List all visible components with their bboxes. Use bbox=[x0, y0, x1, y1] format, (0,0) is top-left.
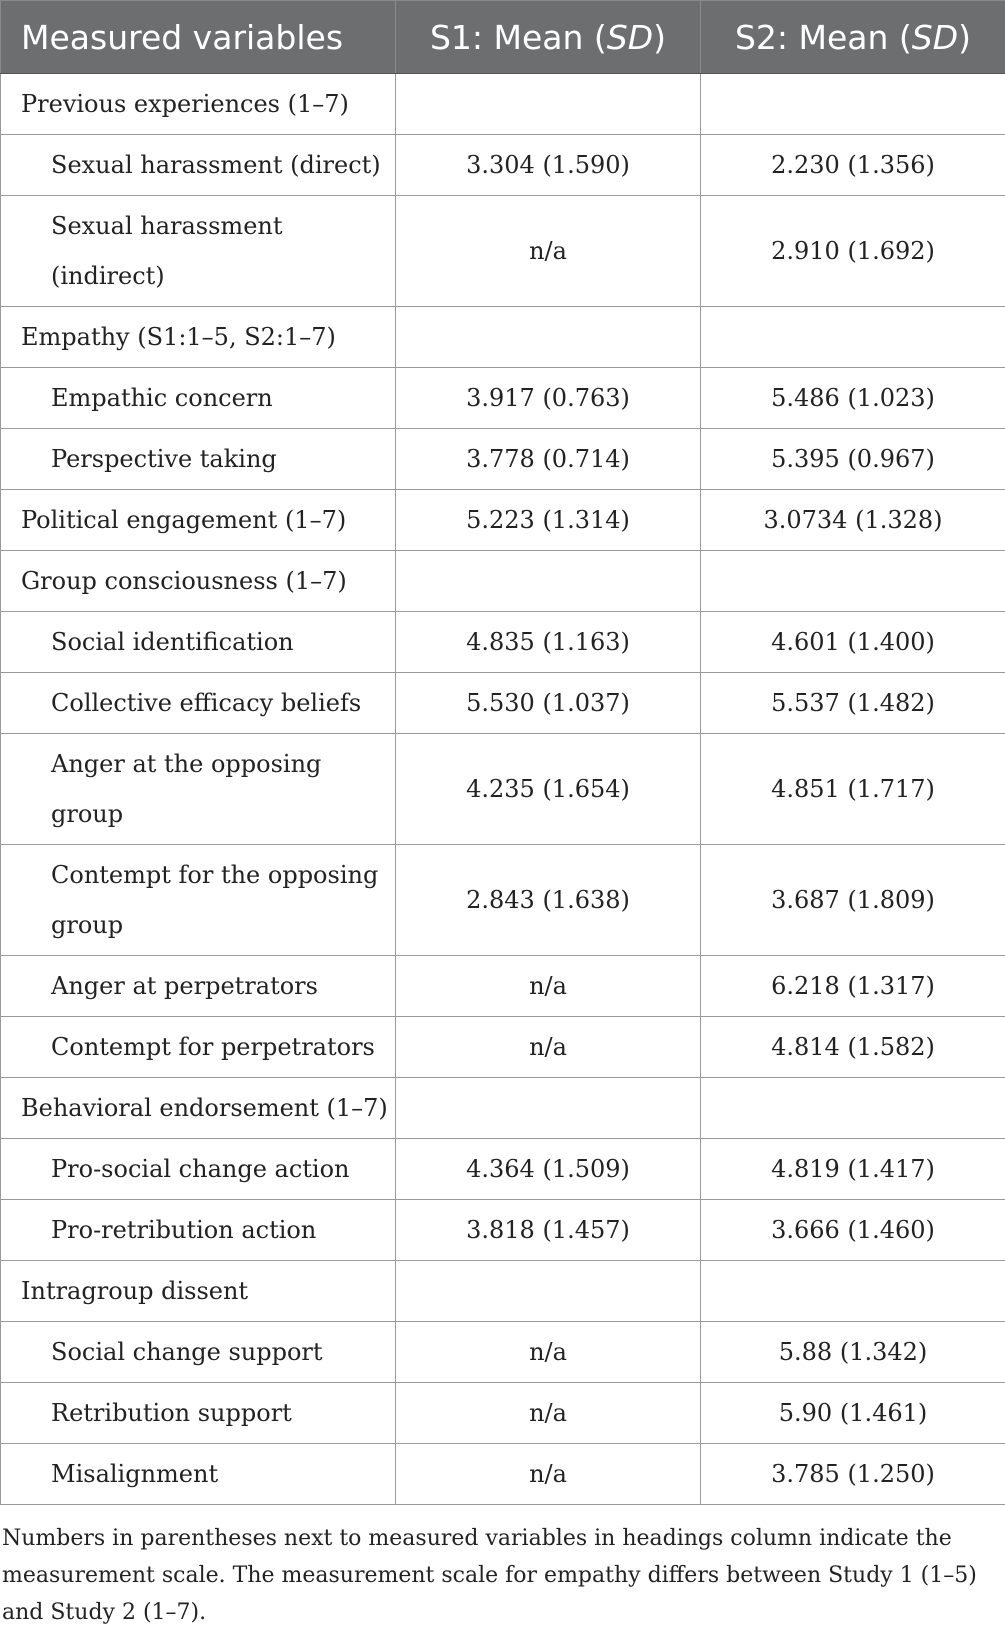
row-s2-value: 4.851 (1.717) bbox=[701, 734, 1005, 845]
row-s2-value: 6.218 (1.317) bbox=[701, 956, 1005, 1017]
row-label: Sexual harassment (direct) bbox=[1, 135, 396, 196]
row-s1-value: 3.304 (1.590) bbox=[396, 135, 701, 196]
table-row-perspective-taking bbox=[1, 429, 1005, 490]
row-s2-value bbox=[701, 1261, 1005, 1322]
row-s2-value bbox=[701, 307, 1005, 368]
row-s1-value bbox=[396, 1078, 701, 1139]
row-s1-value: 5.530 (1.037) bbox=[396, 673, 701, 734]
row-label: Anger at perpetrators bbox=[1, 956, 396, 1017]
row-s2-value: 4.819 (1.417) bbox=[701, 1139, 1005, 1200]
header-s2-sd: SD bbox=[911, 17, 959, 57]
row-s1-value: 4.364 (1.509) bbox=[396, 1139, 701, 1200]
row-s2-value: 2.230 (1.356) bbox=[701, 135, 1005, 196]
table-row-contempt-opposing-group bbox=[1, 845, 1005, 956]
table-row-empathy bbox=[1, 307, 1005, 368]
table-row-group-consciousness bbox=[1, 551, 1005, 612]
row-label: Retribution support bbox=[1, 1383, 396, 1444]
table-row-social-change-support bbox=[1, 1322, 1005, 1383]
row-s2-value: 5.395 (0.967) bbox=[701, 429, 1005, 490]
header-s2-suffix: ) bbox=[958, 17, 972, 57]
row-s1-value: 3.917 (0.763) bbox=[396, 368, 701, 429]
row-label: Social identification bbox=[1, 612, 396, 673]
row-label: Group consciousness (1–7) bbox=[1, 551, 396, 612]
table-row-misalignment bbox=[1, 1444, 1005, 1505]
row-s1-value: n/a bbox=[396, 196, 701, 307]
row-label: Misalignment bbox=[1, 1444, 396, 1505]
row-label: Intragroup dissent bbox=[1, 1261, 396, 1322]
row-s1-value: 4.235 (1.654) bbox=[396, 734, 701, 845]
header-s1-sd: SD bbox=[606, 17, 654, 57]
row-s1-value bbox=[396, 307, 701, 368]
row-s2-value: 5.486 (1.023) bbox=[701, 368, 1005, 429]
row-s1-value bbox=[396, 1261, 701, 1322]
row-label: Pro-retribution action bbox=[1, 1200, 396, 1261]
header-s1-mean-sd bbox=[396, 1, 701, 74]
row-label: Previous experiences (1–7) bbox=[1, 74, 396, 135]
header-row bbox=[1, 1, 1005, 74]
row-s2-value: 5.88 (1.342) bbox=[701, 1322, 1005, 1383]
row-s1-value: 3.778 (0.714) bbox=[396, 429, 701, 490]
row-s2-value bbox=[701, 551, 1005, 612]
table-row-contempt-perpetrators bbox=[1, 1017, 1005, 1078]
table-row-anger-opposing-group bbox=[1, 734, 1005, 845]
row-s1-value: 5.223 (1.314) bbox=[396, 490, 701, 551]
row-s2-value bbox=[701, 74, 1005, 135]
table-row-retribution-support bbox=[1, 1383, 1005, 1444]
table-row-anger-perpetrators bbox=[1, 956, 1005, 1017]
row-label: Collective efficacy beliefs bbox=[1, 673, 396, 734]
row-label: Empathic concern bbox=[1, 368, 396, 429]
row-s2-value: 4.601 (1.400) bbox=[701, 612, 1005, 673]
table-row-collective-efficacy-beliefs bbox=[1, 673, 1005, 734]
row-label: Pro-social change action bbox=[1, 1139, 396, 1200]
row-label: Contempt for perpetrators bbox=[1, 1017, 396, 1078]
row-label: Social change support bbox=[1, 1322, 396, 1383]
table-row-behavioral-endorsement bbox=[1, 1078, 1005, 1139]
row-label: Sexual harassment (indirect) bbox=[1, 196, 396, 307]
row-label: Contempt for the opposing group bbox=[1, 845, 396, 956]
row-s2-value: 4.814 (1.582) bbox=[701, 1017, 1005, 1078]
row-label: Anger at the opposing group bbox=[1, 734, 396, 845]
row-s1-value: n/a bbox=[396, 1322, 701, 1383]
table-row-pro-retribution-action bbox=[1, 1200, 1005, 1261]
row-label: Behavioral endorsement (1–7) bbox=[1, 1078, 396, 1139]
row-s1-value: n/a bbox=[396, 1017, 701, 1078]
header-s2-prefix: S2: Mean ( bbox=[734, 17, 912, 57]
row-label: Empathy (S1:1–5, S2:1–7) bbox=[1, 307, 396, 368]
row-label: Perspective taking bbox=[1, 429, 396, 490]
table-row-political-engagement bbox=[1, 490, 1005, 551]
row-s2-value bbox=[701, 1078, 1005, 1139]
table-row-previous-experiences bbox=[1, 74, 1005, 135]
row-s2-value: 2.910 (1.692) bbox=[701, 196, 1005, 307]
header-measured-variables: Measured variables bbox=[1, 1, 396, 74]
row-s1-value: 4.835 (1.163) bbox=[396, 612, 701, 673]
row-s1-value: n/a bbox=[396, 1444, 701, 1505]
row-s2-value: 5.537 (1.482) bbox=[701, 673, 1005, 734]
table-row-sexual-harassment-indirect bbox=[1, 196, 1005, 307]
table-footnote: Numbers in parentheses next to measured variables in headings column indicate the measurement scale. The measurement scale for empathy differs between Study 1 (1–5) and Study 2 (1–7). bbox=[2, 1526, 977, 1625]
table-row-pro-social-change-action bbox=[1, 1139, 1005, 1200]
row-s2-value: 5.90 (1.461) bbox=[701, 1383, 1005, 1444]
row-s1-value bbox=[396, 74, 701, 135]
row-label: Political engagement (1–7) bbox=[1, 490, 396, 551]
row-s2-value: 3.785 (1.250) bbox=[701, 1444, 1005, 1505]
header-s1-prefix: S1: Mean ( bbox=[429, 17, 607, 57]
row-s1-value: 3.818 (1.457) bbox=[396, 1200, 701, 1261]
row-s1-value: n/a bbox=[396, 956, 701, 1017]
table-row-social-identification bbox=[1, 612, 1005, 673]
row-s2-value: 3.687 (1.809) bbox=[701, 845, 1005, 956]
row-s1-value: n/a bbox=[396, 1383, 701, 1444]
row-s2-value: 3.0734 (1.328) bbox=[701, 490, 1005, 551]
header-s1-suffix: ) bbox=[653, 17, 667, 57]
row-s1-value: 2.843 (1.638) bbox=[396, 845, 701, 956]
header-s2-mean-sd bbox=[701, 1, 1005, 74]
table-row-empathic-concern bbox=[1, 368, 1005, 429]
table-row-sexual-harassment-direct bbox=[1, 135, 1005, 196]
row-s1-value bbox=[396, 551, 701, 612]
row-s2-value: 3.666 (1.460) bbox=[701, 1200, 1005, 1261]
table-row-intragroup-dissent bbox=[1, 1261, 1005, 1322]
